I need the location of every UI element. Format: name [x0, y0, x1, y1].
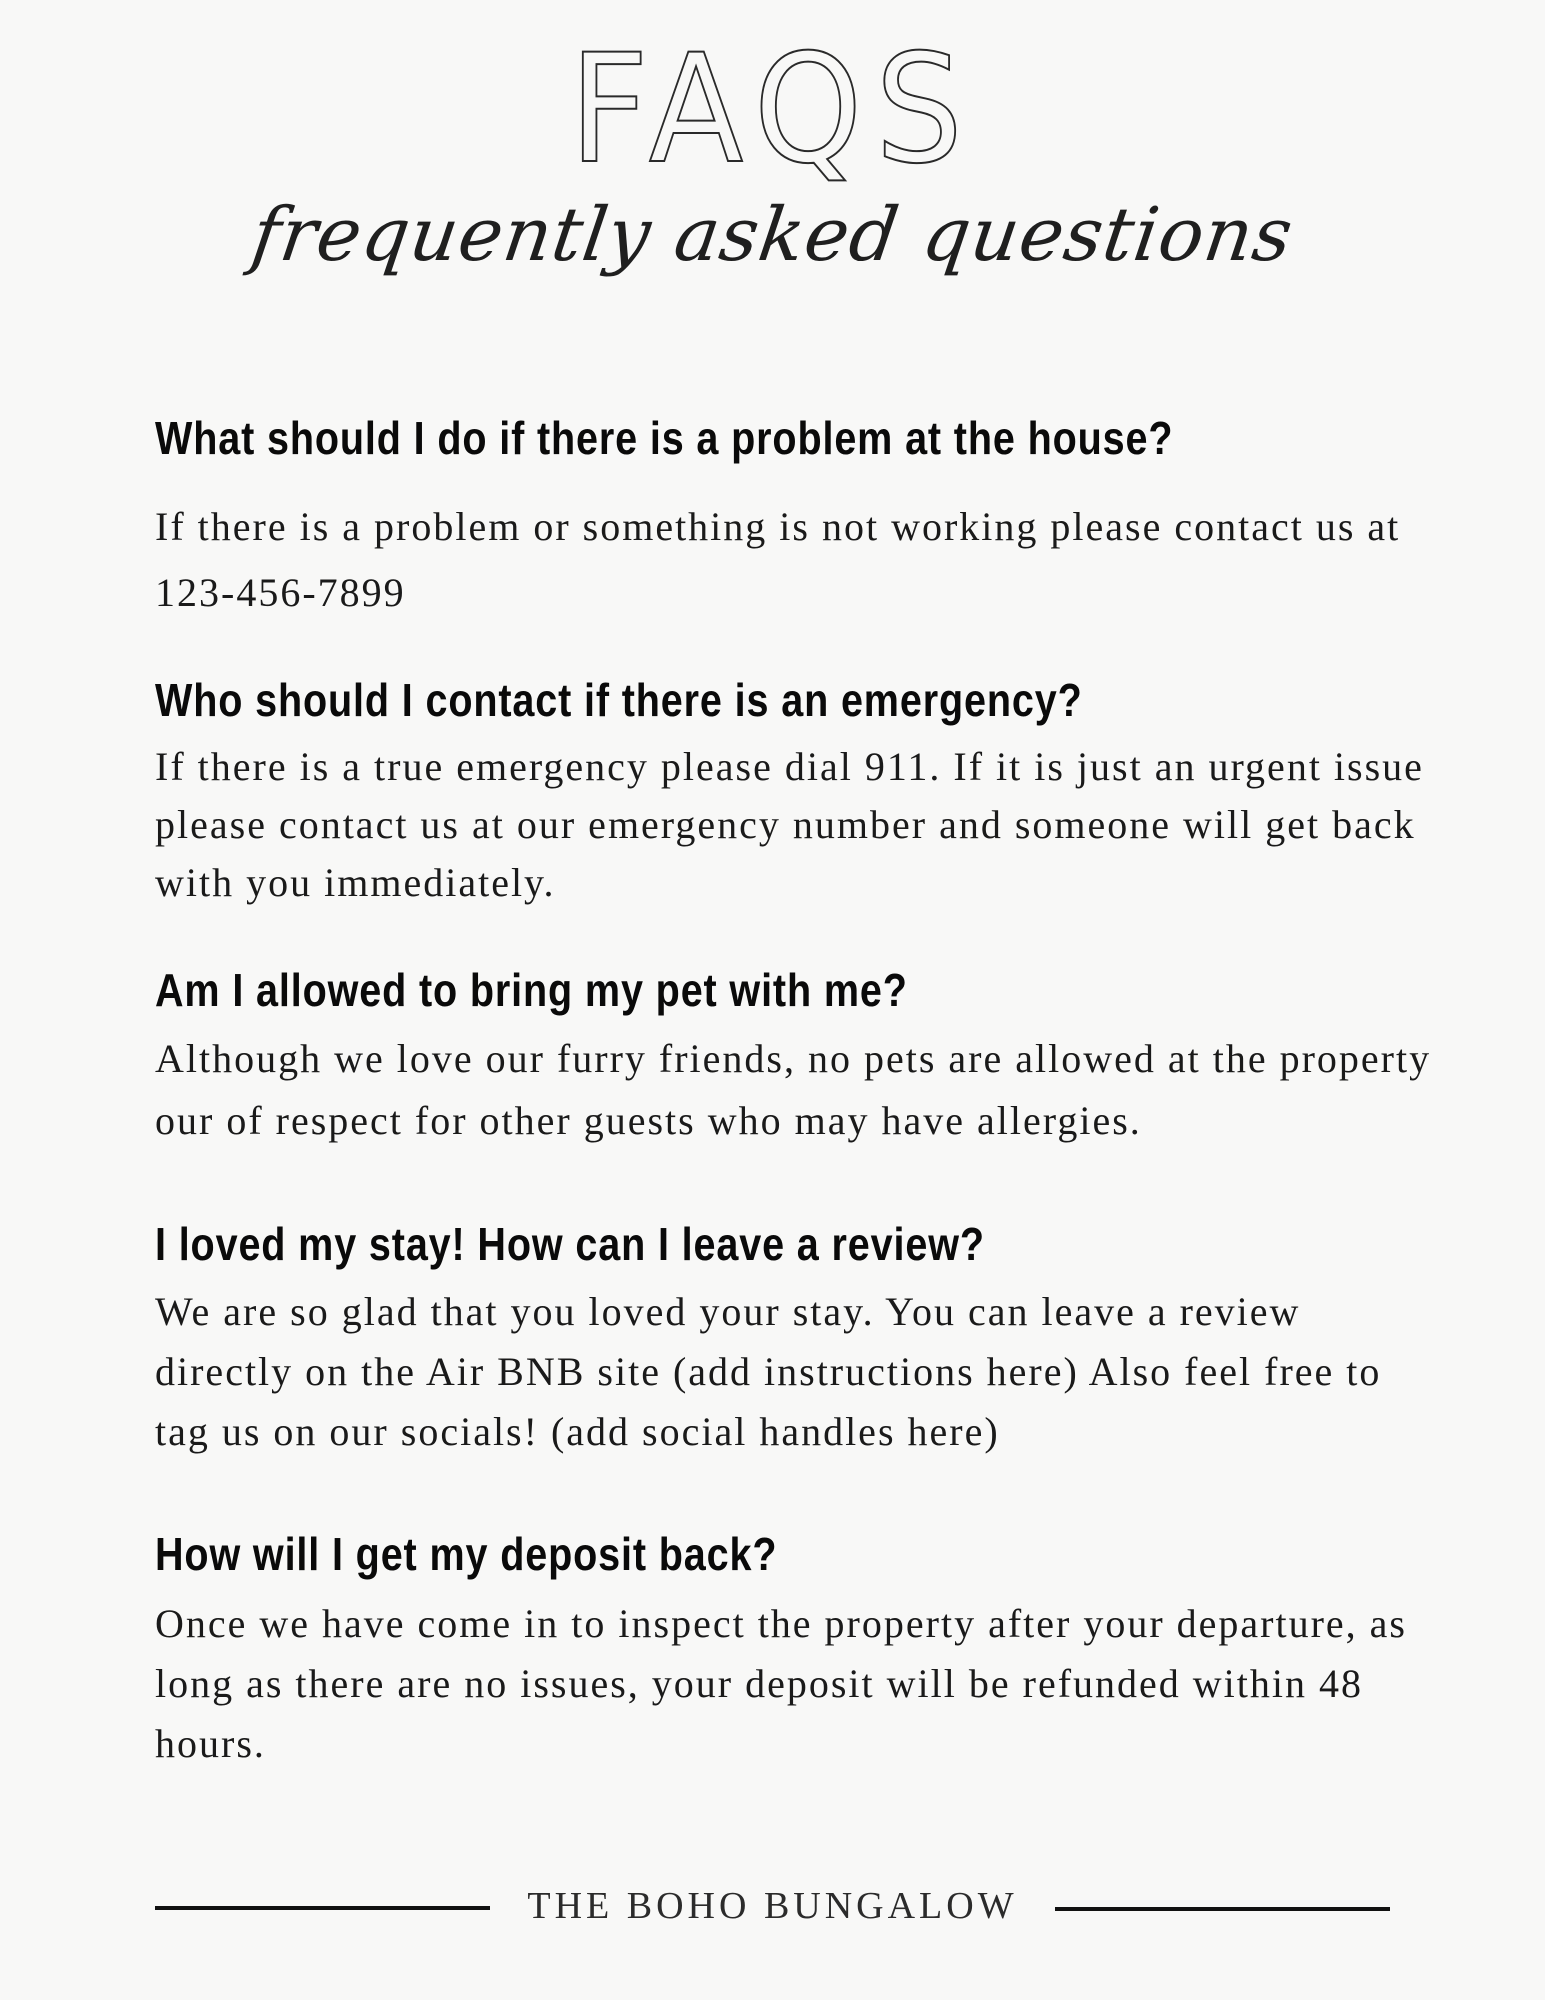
faq-question: How will I get my deposit back?: [155, 1528, 778, 1580]
faq-question: Who should I contact if there is an emergency?: [155, 674, 1083, 726]
faq-answer: Although we love our furry friends, no pets are allowed at the property our of respect for other guests who may have allergies.: [155, 1036, 1432, 1143]
faq-item: [155, 1216, 1435, 1462]
faq-answer: If there is a true emergency please dial 911. If it is just an urgent issue please contact us at our emergency number and someone will get back with you immediately.: [155, 744, 1424, 905]
faq-item: [155, 1526, 1435, 1774]
page-subtitle: frequently asked questions: [246, 192, 1299, 278]
faq-item: [155, 410, 1435, 626]
page-title: FAQS: [569, 23, 976, 197]
faq-question: Am I allowed to bring my pet with me?: [155, 964, 908, 1016]
faq-answer: Once we have come in to inspect the property after your departure, as long as there are no issues, your deposit will be refunded within 48 hours.: [155, 1601, 1407, 1766]
faq-question: I loved my stay! How can I leave a review?: [155, 1218, 985, 1270]
faq-question: What should I do if there is a problem at the house?: [155, 412, 1174, 464]
footer: [155, 1876, 1390, 1936]
faq-item: [155, 672, 1435, 912]
faq-item: [155, 962, 1435, 1152]
faq-answer: If there is a problem or something is not working please contact us at 123-456-7899: [155, 504, 1401, 615]
footer-divider-right: [1055, 1907, 1390, 1911]
faq-answer: We are so glad that you loved your stay. You can leave a review directly on the Air BNB site (add instructions here) Also feel free to tag us on our socials! (add social handles here): [155, 1289, 1382, 1454]
footer-brand: THE BOHO BUNGALOW: [527, 1885, 1018, 1927]
